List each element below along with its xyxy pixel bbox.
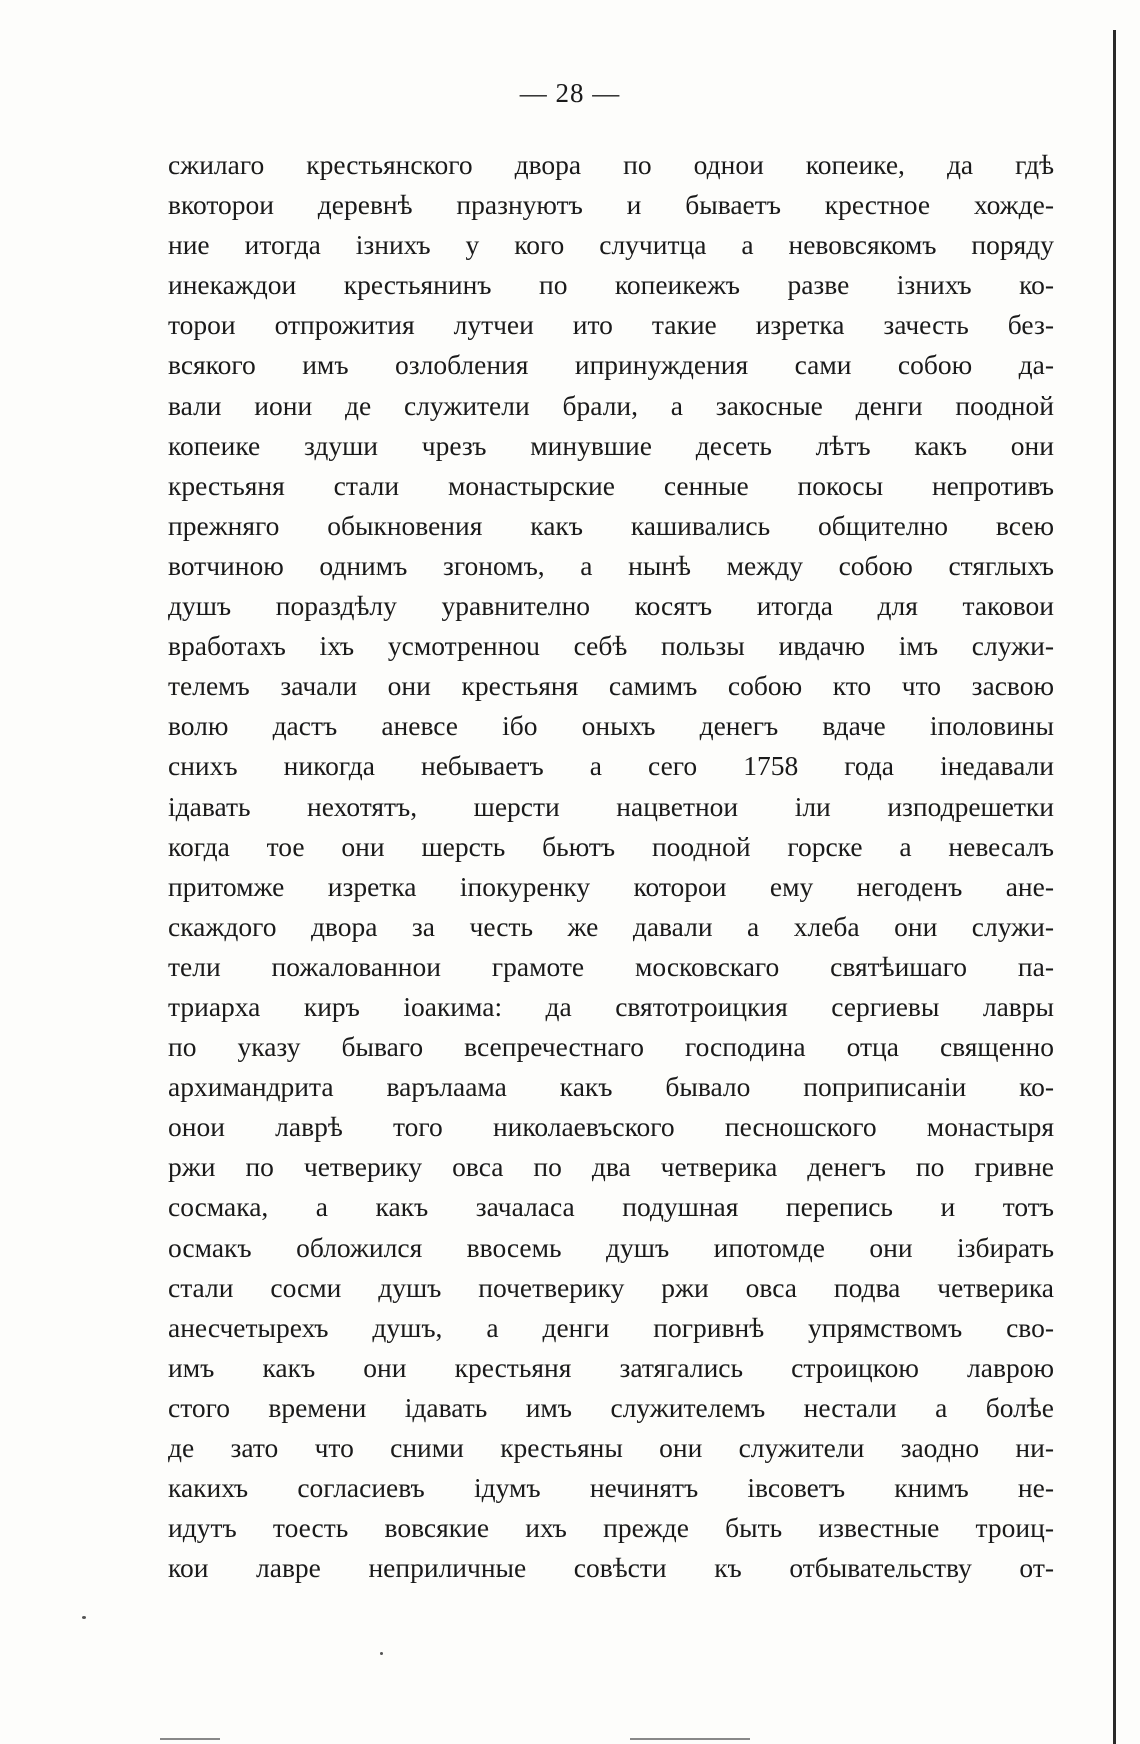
text-line: крестьяня стали монастырские сенные покосы непротивъ [168,469,1054,501]
scan-edge-fringe [630,1738,750,1740]
text-line: осмакъ обложился ввосемь душъ ипотомде они iзбирать [168,1231,1054,1263]
text-line: имъ какъ они крестьяня затягались строицкою лаврою [168,1351,1054,1383]
text-line: вработахъ iхъ усмотренноu себѣ пользы ивдачю iмъ служи- [168,630,1054,662]
scan-speck [82,1616,86,1619]
text-line: скаждого двора за честь же давали а хлеба они служи- [168,910,1054,942]
text-line: когда тое они шерсть бьютъ поодной горске а невесалъ [168,830,1054,862]
text-line: сжилаго крестьянского двора по однои копеике, да гдѣ [168,149,1054,180]
scan-speck [380,1652,383,1655]
text-line: стали сосми душъ почетверику ржи овса подва четверика [168,1271,1054,1303]
text-line: вали иони де служители брали, а закосные денги поодной [168,389,1054,421]
text-line: ржи по четверику овса по два четверика денегъ по гривне [168,1151,1054,1183]
text-line: притомже изретка iпокуренку которои ему негоденъ ане- [168,870,1054,902]
text-line: архимандрита варълаама какъ бывало поприписанiи ко- [168,1071,1054,1103]
text-line: копеике здуши чрезъ минувшие десеть лѣтъ какъ они [168,429,1054,461]
text-line: анесчетырехъ душъ, а денги погривнѣ упрямствомъ сво- [168,1311,1054,1343]
text-line: кои лавре неприличные совѣсти къ отбывательству от- [168,1552,1054,1584]
text-line: ние итогда iзнихъ у кого случитца а невовсякомъ поряду [168,229,1054,261]
body-text [168,145,1054,1588]
text-line: iдавать нехотятъ, шерсти нацветнои iли изподрешетки [168,790,1054,822]
text-line: волю дастъ аневсе iбо оныхъ денегъ вдаче iполовины [168,710,1054,742]
text-line: по указу бываго всепречестнаго господина отца священно [168,1031,1054,1063]
text-line: торои отпрожития лутчеи ито такие изретка зачесть без- [168,309,1054,341]
text-line: телемъ зачали они крестьяня самимъ собою кто что засвою [168,670,1054,702]
text-line: идутъ тоесть вовсякие ихъ прежде быть известные троиц- [168,1512,1054,1544]
text-line: прежняго обыкновения какъ кашивались общително всею [168,509,1054,541]
page-edge-rule [1113,30,1116,1744]
text-line: душъ пораздѣлу уравнително косятъ итогда для таковои [168,590,1054,622]
text-line: стого времени iдавать имъ служителемъ нестали а болѣе [168,1391,1054,1423]
text-line: всякого имъ озлобления ипринуждения сами собою да- [168,349,1054,381]
text-line: какихъ согласиевъ iдумъ нечинятъ iвсоветъ книмъ не- [168,1472,1054,1504]
text-line: тели пожалованнои грамоте московскаго святѣишаго па- [168,950,1054,982]
text-line: сниxъ никогда небываетъ а сего 1758 года iнедавали [168,750,1054,782]
page-number: — 28 — [519,78,621,108]
text-line: инекаждои крестьянинъ по копеикежъ разве iзнихъ ко- [168,269,1054,301]
text-line: вкоторои деревнѣ празнуютъ и бываетъ крестное хожде- [168,189,1054,221]
text-line: триарха киръ iоакима: да святотроицкия сергиевы лавры [168,990,1054,1022]
text-line: де зато что сними крестьяны они служители заодно ни- [168,1432,1054,1463]
text-line: вотчиною однимъ згономъ, а нынѣ между собою стяглыхъ [168,549,1054,581]
text-line: сосмака, а какъ зачаласа подушная перепись и тотъ [168,1191,1054,1223]
text-line: онои лаврѣ того николаевъского песношского монастыря [168,1111,1054,1143]
scan-edge-fringe [160,1738,220,1740]
